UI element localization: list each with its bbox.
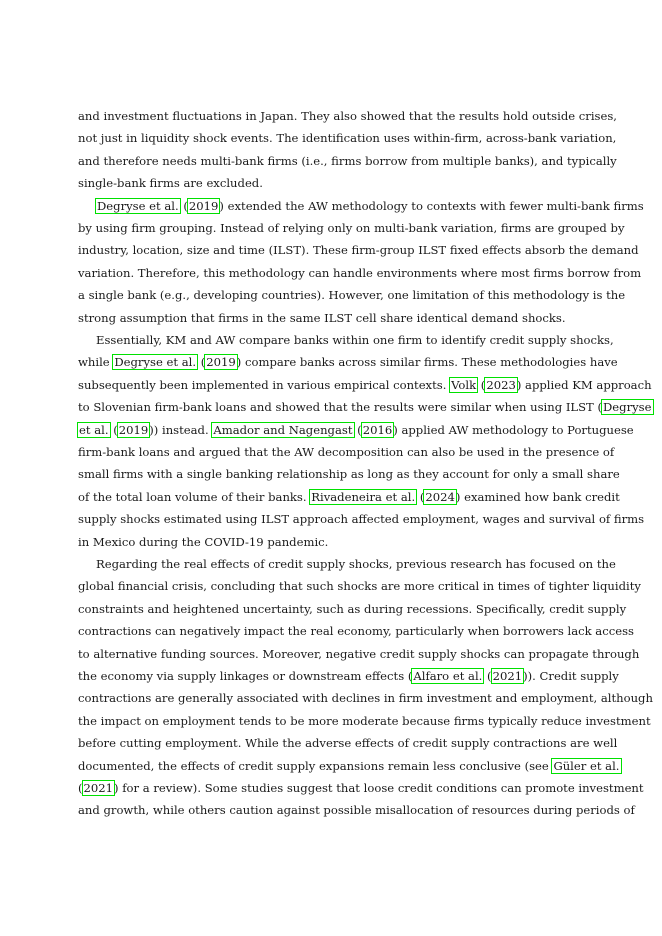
text-line: contractions can negatively impact the real economy, particularly when borrowers lack access xyxy=(78,624,634,639)
citation-link[interactable]: Degryse et al. xyxy=(114,355,197,370)
text-line: to Slovenian firm-bank loans and showed that the results were similar when using ILST (Degryse xyxy=(78,400,652,415)
text-line: contractions are generally associated with declines in firm investment and employment, although xyxy=(78,691,653,706)
text-line: small firms with a single banking relationship as long as they account for only a small share xyxy=(78,467,620,482)
text-line: not just in liquidity shock events. The identification uses within-firm, across-bank variation, xyxy=(78,131,617,146)
citation-link[interactable]: Rivadeneira et al. xyxy=(311,489,416,504)
citation-link[interactable]: Volk xyxy=(451,377,477,392)
text-line: to alternative funding sources. Moreover, negative credit supply shocks can propagate through xyxy=(78,646,640,661)
citation-link[interactable]: 2019 xyxy=(188,198,219,213)
citation-link[interactable]: Degryse et al. xyxy=(97,198,179,213)
citation-link[interactable]: 2019 xyxy=(206,355,236,370)
text-line: constraints and heightened uncertainty, such as during recessions. Specifically, credit supply xyxy=(78,601,627,616)
citation-link[interactable]: Güler et al. xyxy=(553,758,620,773)
citation-link[interactable]: et al. xyxy=(79,422,109,437)
text-line: firm-bank loans and argued that the AW decomposition can also be used in the presence of xyxy=(78,445,615,459)
text-line: a single bank (e.g., developing countries). However, one limitation of this methodology is the xyxy=(78,288,626,303)
text-line: the impact on employment tends to be more moderate because firms typically reduce investment xyxy=(78,713,651,728)
citation-link[interactable]: 2016 xyxy=(362,422,393,437)
text-line: global financial crisis, concluding that such shocks are more critical in times of tighter liquidity xyxy=(78,579,641,594)
text-line: in Mexico during the COVID-19 pandemic. xyxy=(78,534,329,549)
text-line: of the total loan volume of their banks. Rivadeneira et al. (2024) examined how bank credit xyxy=(78,489,620,504)
citation-link[interactable]: 2023 xyxy=(486,377,516,392)
text-line: Regarding the real effects of credit supply shocks, previous research has focused on the xyxy=(96,557,616,571)
text-line: and growth, while others caution against possible misallocation of resources during periods of xyxy=(78,803,635,818)
text-line: the economy via supply linkages or downstream effects (Alfaro et al. (2021)). Credit supply xyxy=(78,669,619,683)
text-line: before cutting employment. While the adverse effects of credit supply contractions are well xyxy=(78,736,618,751)
text-line: by using firm grouping. Instead of relying only on multi-bank variation, firms are grouped by xyxy=(78,221,625,235)
text-line: Essentially, KM and AW compare banks within one firm to identify credit supply shocks, xyxy=(96,333,614,347)
citation-link[interactable]: Amador and Nagengast xyxy=(213,422,353,437)
citation-link[interactable]: Alfaro et al. xyxy=(413,669,483,683)
citation-link[interactable]: 2021 xyxy=(83,781,114,795)
text-line: while Degryse et al. (2019) compare banks across similar firms. These methodologies have xyxy=(78,355,618,370)
text-line: subsequently been implemented in various empirical contexts. Volk (2023) applied KM approach xyxy=(78,377,652,392)
text-line: documented, the effects of credit supply expansions remain less conclusive (see Güler et al. xyxy=(78,758,620,773)
citation-link[interactable]: 2019 xyxy=(118,422,149,437)
text-line: et al. (2019)) instead. Amador and Nagengast (2016) applied AW methodology to Portuguese xyxy=(79,422,634,437)
text-line: and investment fluctuations in Japan. They also showed that the results hold outside crises, xyxy=(78,109,617,123)
text-line: (2021) for a review). Some studies suggest that loose credit conditions can promote investment xyxy=(78,781,644,795)
text-line: single-bank firms are excluded. xyxy=(78,176,263,191)
citation-link[interactable]: 2021 xyxy=(492,669,523,683)
text-line: and therefore needs multi-bank firms (i.e., firms borrow from multiple banks), and typically xyxy=(78,153,617,168)
text-line: supply shocks estimated using ILST approach affected employment, wages and survival of firms xyxy=(78,512,645,527)
text-line: strong assumption that firms in the same ILST cell share identical demand shocks. xyxy=(78,310,566,325)
citation-link[interactable]: 2024 xyxy=(425,489,455,504)
text-line: variation. Therefore, this methodology can handle environments where most firms borrow from xyxy=(78,265,642,280)
text-line: industry, location, size and time (ILST). These firm-group ILST fixed effects absorb the demand xyxy=(78,243,639,258)
citation-link[interactable]: Degryse xyxy=(603,400,652,415)
text-line: Degryse et al. (2019) extended the AW methodology to contexts with fewer multi-bank firms xyxy=(97,198,644,213)
